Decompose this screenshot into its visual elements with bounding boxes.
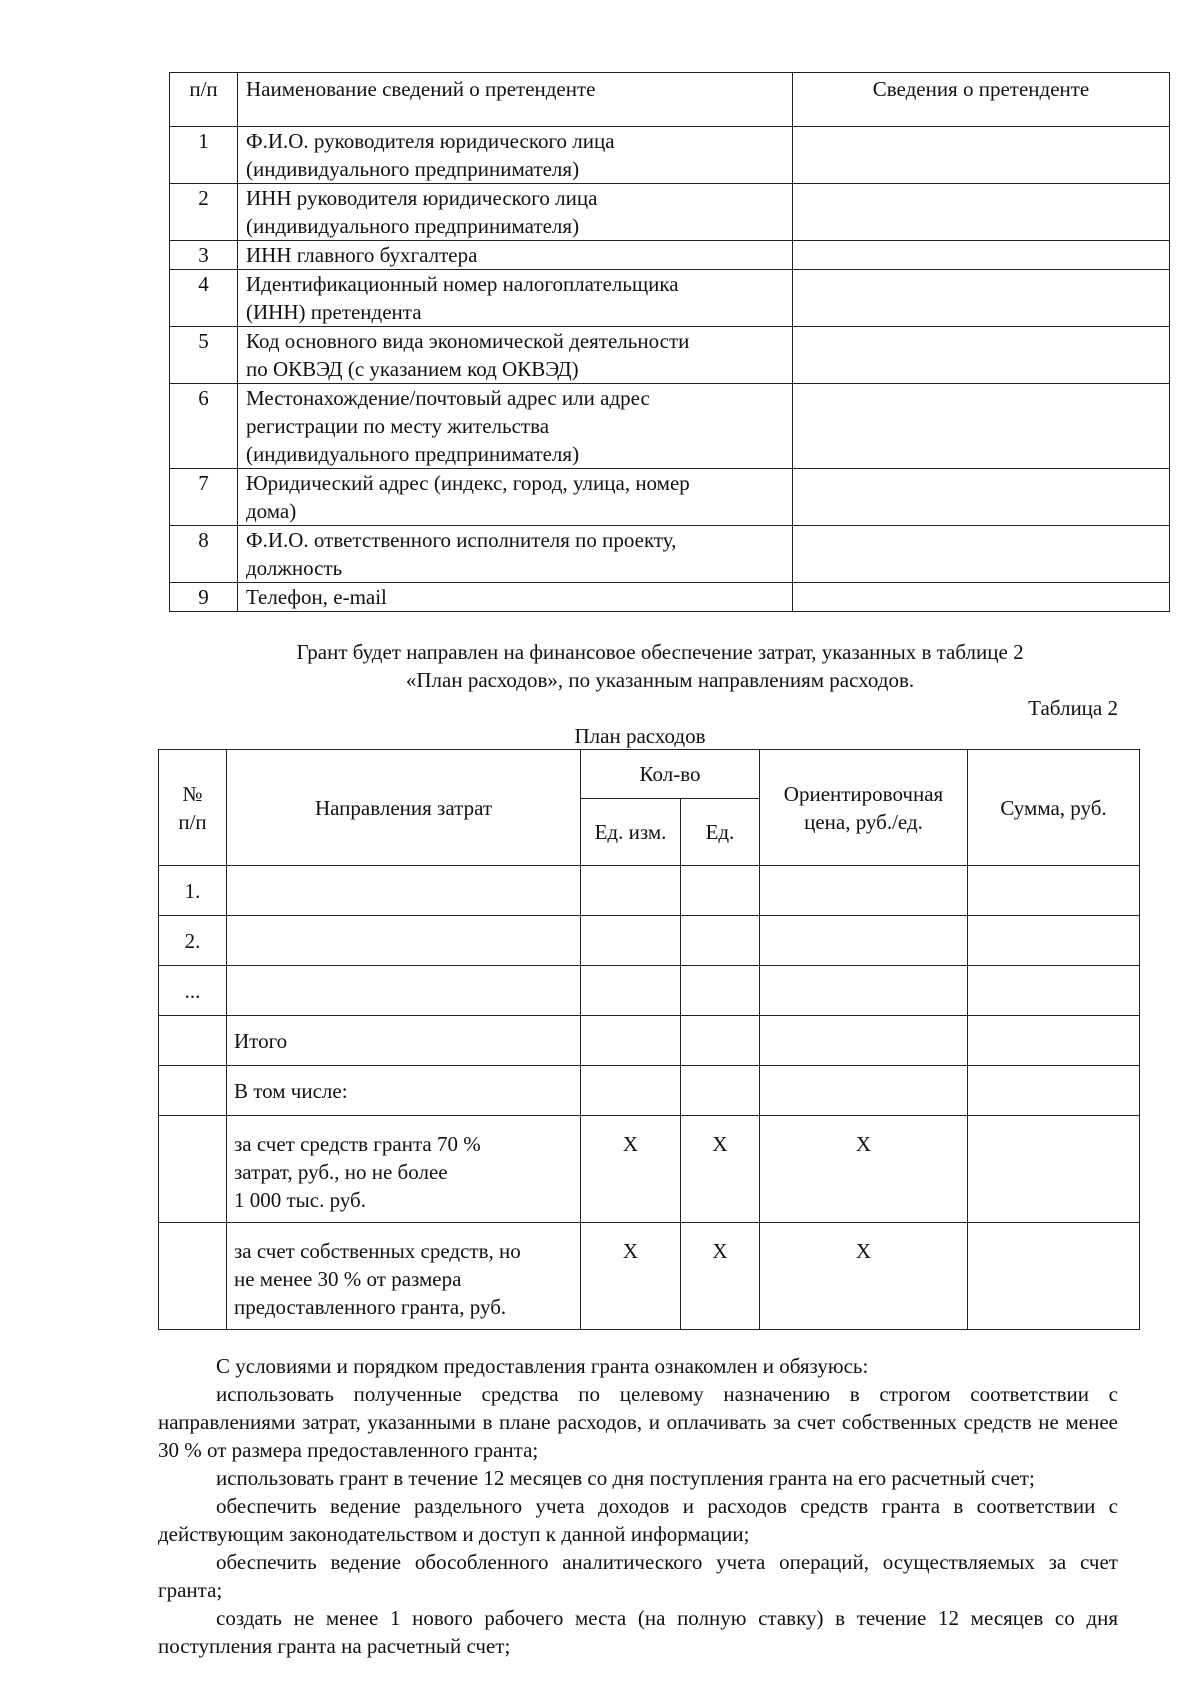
header-units: Ед. xyxy=(681,799,760,866)
header-unit: Ед. изм. xyxy=(581,799,681,866)
sum-cell[interactable] xyxy=(968,916,1140,966)
obligation-item: обеспечить ведение обособленного аналитического учета операций, осуществляемых за счет гранта; xyxy=(158,1550,1118,1602)
sum-cell[interactable] xyxy=(968,966,1140,1016)
price-cell[interactable] xyxy=(760,966,968,1016)
header-value: Сведения о претенденте xyxy=(793,73,1170,127)
table-row xyxy=(170,526,1170,583)
row-value-cell[interactable] xyxy=(793,184,1170,241)
row-label: Идентификационный номер налогоплательщика (ИНН) претендента xyxy=(238,270,793,327)
obligation-item: использовать полученные средства по целевому назначению в строгом соответствии с направлениями затрат, указанными в плане расходов, и оплачивать за счет собственных средств не менее 30 % от размера предоставленного гранта; xyxy=(158,1382,1118,1462)
table-row xyxy=(170,127,1170,184)
table-row xyxy=(170,384,1170,469)
own-funds-label: за счет собственных средств, но не менее 30 % от размера предоставленного гранта, руб. xyxy=(227,1223,581,1330)
row-value-cell[interactable] xyxy=(793,469,1170,526)
grant-funds-row xyxy=(159,1116,1140,1223)
row-value-cell[interactable] xyxy=(793,384,1170,469)
header-qty: Кол-во xyxy=(581,750,760,799)
table-row xyxy=(159,866,1140,916)
obligation-item: создать не менее 1 нового рабочего места (на полную ставку) в течение 12 месяцев со дня поступления гранта на расчетный счет; xyxy=(158,1606,1118,1658)
row-value-cell[interactable] xyxy=(793,583,1170,612)
x-mark: Х xyxy=(760,1223,968,1330)
row-value-cell[interactable] xyxy=(793,327,1170,384)
row-num: 2 xyxy=(170,184,238,241)
header-direction: Направления затрат xyxy=(227,750,581,866)
empty-cell xyxy=(159,1223,227,1330)
qty-cell[interactable] xyxy=(681,966,760,1016)
own-funds-row xyxy=(159,1223,1140,1330)
row-label: Код основного вида экономической деятельности по ОКВЭД (с указанием код ОКВЭД) xyxy=(238,327,793,384)
row-label: ИНН главного бухгалтера xyxy=(238,241,793,270)
row-value-cell[interactable] xyxy=(793,270,1170,327)
direction-cell[interactable] xyxy=(227,916,581,966)
sum-cell[interactable] xyxy=(968,866,1140,916)
row-num: 1 xyxy=(170,127,238,184)
qty-cell[interactable] xyxy=(681,916,760,966)
table-row xyxy=(170,241,1170,270)
total-label: Итого xyxy=(227,1016,581,1066)
row-label: Телефон, e-mail xyxy=(238,583,793,612)
applicant-info-table xyxy=(169,72,1170,612)
row-label: ИНН руководителя юридического лица (индивидуального предпринимателя) xyxy=(238,184,793,241)
sum-cell[interactable] xyxy=(968,1223,1140,1330)
empty-cell xyxy=(159,1016,227,1066)
unit-cell[interactable] xyxy=(581,866,681,916)
row-num: 9 xyxy=(170,583,238,612)
table-row xyxy=(170,184,1170,241)
total-row xyxy=(159,1016,1140,1066)
table-header-row xyxy=(170,73,1170,127)
empty-cell xyxy=(159,1066,227,1116)
x-mark: Х xyxy=(681,1223,760,1330)
row-value-cell[interactable] xyxy=(793,241,1170,270)
obligations-intro: С условиями и порядком предоставления гранта ознакомлен и обязуюсь: xyxy=(216,1354,869,1378)
price-cell[interactable] xyxy=(760,866,968,916)
header-price: Ориентировочная цена, руб./ед. xyxy=(760,750,968,866)
obligation-item: использовать грант в течение 12 месяцев со дня поступления гранта на его расчетный счет; xyxy=(216,1466,1035,1490)
including-label: В том числе: xyxy=(227,1066,581,1116)
x-mark: Х xyxy=(581,1116,681,1223)
table-header-row xyxy=(159,750,1140,799)
obligation-item: обеспечить ведение раздельного учета доходов и расходов средств гранта в соответствии с действующим законодательством и доступ к данной информации; xyxy=(158,1494,1118,1546)
row-label: Ф.И.О. руководителя юридического лица (индивидуального предпринимателя) xyxy=(238,127,793,184)
row-num: 4 xyxy=(170,270,238,327)
unit-cell[interactable] xyxy=(581,916,681,966)
sum-cell[interactable] xyxy=(968,1016,1140,1066)
row-value-cell[interactable] xyxy=(793,127,1170,184)
qty-cell[interactable] xyxy=(681,866,760,916)
header-sum: Сумма, руб. xyxy=(968,750,1140,866)
header-num: п/п xyxy=(170,73,238,127)
table-row xyxy=(159,916,1140,966)
row-value-cell[interactable] xyxy=(793,526,1170,583)
qty-cell[interactable] xyxy=(681,1066,760,1116)
row-num: 8 xyxy=(170,526,238,583)
sum-cell[interactable] xyxy=(968,1066,1140,1116)
unit-cell[interactable] xyxy=(581,966,681,1016)
unit-cell[interactable] xyxy=(581,1066,681,1116)
row-num: ... xyxy=(159,966,227,1016)
table-row xyxy=(170,270,1170,327)
row-num: 1. xyxy=(159,866,227,916)
grant-purpose-text: Грант будет направлен на финансовое обеспечение затрат, указанных в таблице 2 «План расходов», по указанным направлениям расходов. xyxy=(296,640,1024,692)
price-cell[interactable] xyxy=(760,916,968,966)
qty-cell[interactable] xyxy=(681,1016,760,1066)
obligations-text xyxy=(158,1352,1118,1660)
table-row xyxy=(170,583,1170,612)
x-mark: Х xyxy=(760,1116,968,1223)
header-num: № п/п xyxy=(159,750,227,866)
empty-cell xyxy=(159,1116,227,1223)
expense-plan-table xyxy=(158,749,1140,1330)
x-mark: Х xyxy=(581,1223,681,1330)
table-row xyxy=(170,469,1170,526)
unit-cell[interactable] xyxy=(581,1016,681,1066)
row-num: 3 xyxy=(170,241,238,270)
direction-cell[interactable] xyxy=(227,966,581,1016)
including-row xyxy=(159,1066,1140,1116)
row-num: 6 xyxy=(170,384,238,469)
table2-label: Таблица 2 xyxy=(1028,696,1118,720)
row-label: Местонахождение/почтовый адрес или адрес регистрации по месту жительства (индивидуального предпринимателя) xyxy=(238,384,793,469)
x-mark: Х xyxy=(681,1116,760,1223)
price-cell[interactable] xyxy=(760,1066,968,1116)
table-row xyxy=(170,327,1170,384)
row-num: 5 xyxy=(170,327,238,384)
table-row xyxy=(159,966,1140,1016)
row-label: Ф.И.О. ответственного исполнителя по проекту, должность xyxy=(238,526,793,583)
price-cell[interactable] xyxy=(760,1016,968,1066)
header-name: Наименование сведений о претенденте xyxy=(238,73,793,127)
row-num: 7 xyxy=(170,469,238,526)
grant-funds-label: за счет средств гранта 70 % затрат, руб., но не более 1 000 тыс. руб. xyxy=(227,1116,581,1223)
row-num: 2. xyxy=(159,916,227,966)
direction-cell[interactable] xyxy=(227,866,581,916)
table2-title: План расходов xyxy=(574,724,706,748)
row-label: Юридический адрес (индекс, город, улица, номер дома) xyxy=(238,469,793,526)
sum-cell[interactable] xyxy=(968,1116,1140,1223)
